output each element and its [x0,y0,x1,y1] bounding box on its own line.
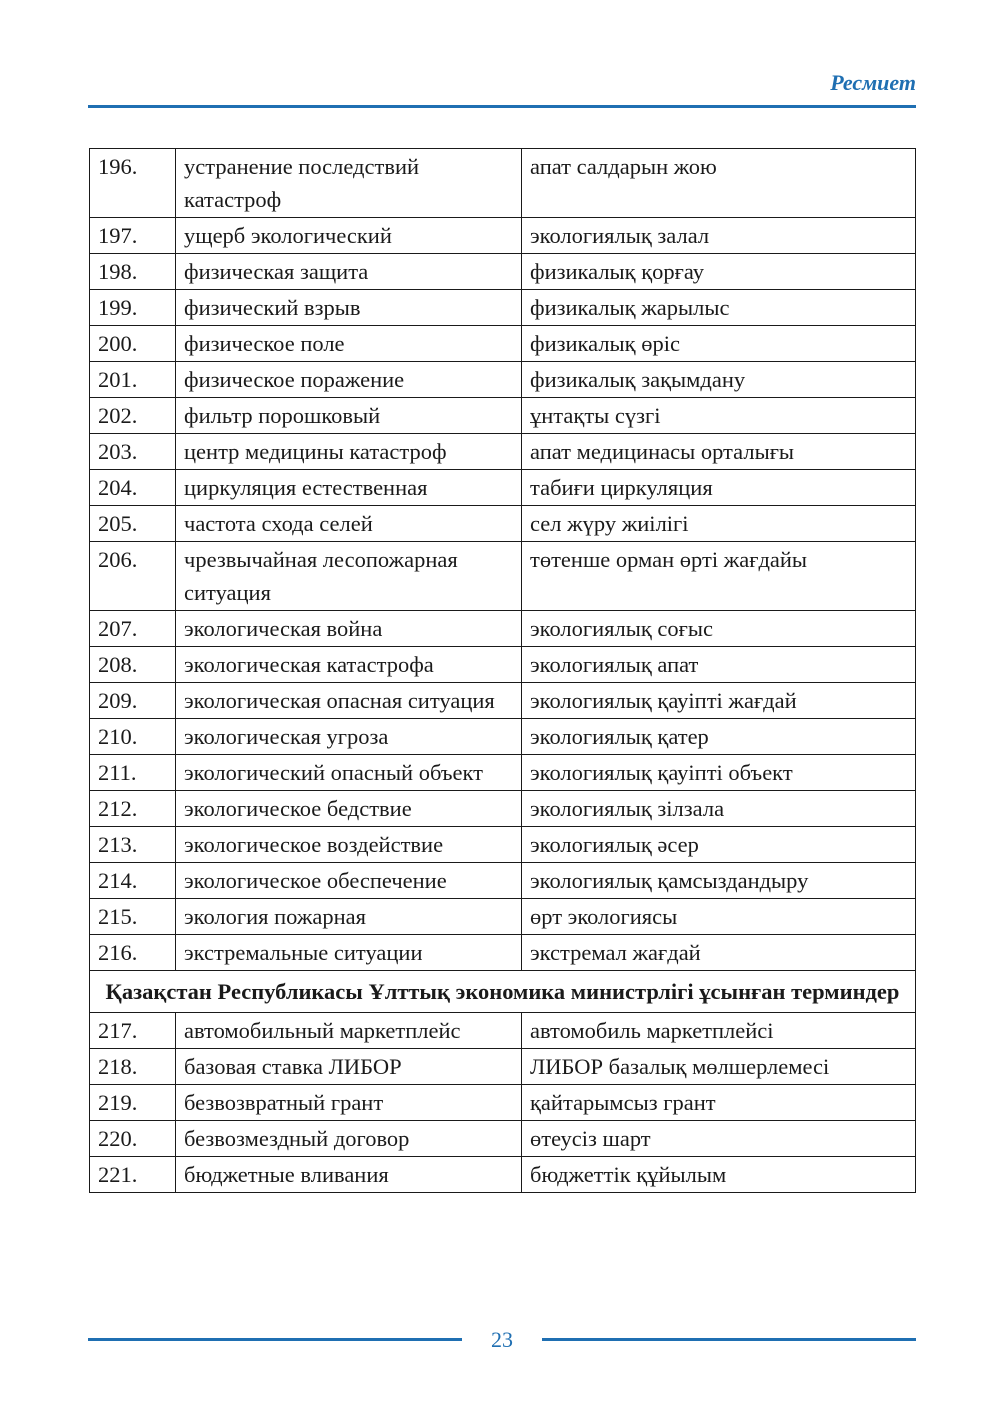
table-row [90,470,916,506]
term-kazakh: экологиялық соғыс [522,611,916,647]
footer-rule-right [542,1338,916,1341]
term-number: 198. [90,254,176,290]
term-number: 221. [90,1157,176,1193]
term-number: 214. [90,863,176,899]
terms-table [89,148,916,1193]
term-russian: физическое поле [176,326,522,362]
term-number: 205. [90,506,176,542]
term-number: 203. [90,434,176,470]
term-number: 210. [90,719,176,755]
term-kazakh: экологиялық залал [522,218,916,254]
table-row [90,647,916,683]
term-kazakh: апат салдарын жою [522,149,916,218]
term-russian: бюджетные вливания [176,1157,522,1193]
table-row [90,827,916,863]
table-row [90,719,916,755]
term-kazakh: физикалық қорғау [522,254,916,290]
table-row [90,254,916,290]
header-rule [88,105,916,108]
term-russian: автомобильный маркетплейс [176,1013,522,1049]
term-russian: физическая защита [176,254,522,290]
term-russian: экстремальные ситуации [176,935,522,971]
table-row [90,935,916,971]
term-number: 220. [90,1121,176,1157]
table-row [90,755,916,791]
table-row [90,899,916,935]
table-row [90,863,916,899]
term-number: 207. [90,611,176,647]
term-kazakh: бюджеттік құйылым [522,1157,916,1193]
term-number: 218. [90,1049,176,1085]
term-russian: базовая ставка ЛИБОР [176,1049,522,1085]
term-number: 209. [90,683,176,719]
term-kazakh: экстремал жағдай [522,935,916,971]
term-russian: циркуляция естественная [176,470,522,506]
term-russian: чрезвычайная лесопожарная ситуация [176,542,522,611]
table-row [90,1049,916,1085]
term-kazakh: физикалық өріс [522,326,916,362]
term-russian: физическое поражение [176,362,522,398]
term-kazakh: физикалық зақымдану [522,362,916,398]
term-kazakh: экологиялық әсер [522,827,916,863]
term-russian: экология пожарная [176,899,522,935]
term-number: 206. [90,542,176,611]
term-russian: безвозвратный грант [176,1085,522,1121]
table-row [90,683,916,719]
table-row [90,362,916,398]
term-kazakh: өрт экологиясы [522,899,916,935]
term-number: 211. [90,755,176,791]
term-number: 199. [90,290,176,326]
table-row [90,1013,916,1049]
term-kazakh: қайтарымсыз грант [522,1085,916,1121]
table-row [90,434,916,470]
term-kazakh: өтеусіз шарт [522,1121,916,1157]
term-number: 212. [90,791,176,827]
term-number: 219. [90,1085,176,1121]
term-number: 217. [90,1013,176,1049]
term-kazakh: ұнтақты сүзгі [522,398,916,434]
term-number: 200. [90,326,176,362]
term-kazakh: экологиялық зілзала [522,791,916,827]
term-number: 202. [90,398,176,434]
section-heading: Қазақстан Республикасы Ұлттық экономика министрлігі ұсынған терминдер [90,971,916,1013]
term-kazakh: автомобиль маркетплейсі [522,1013,916,1049]
table-row [90,506,916,542]
term-russian: экологическая опасная ситуация [176,683,522,719]
term-russian: физический взрыв [176,290,522,326]
term-russian: экологическое бедствие [176,791,522,827]
term-kazakh: физикалық жарылыс [522,290,916,326]
term-russian: экологическая катастрофа [176,647,522,683]
term-russian: экологический опасный объект [176,755,522,791]
table-row [90,1121,916,1157]
term-russian: центр медицины катастроф [176,434,522,470]
table-row [90,791,916,827]
term-number: 216. [90,935,176,971]
terms-table-body-a [90,149,916,971]
term-kazakh: экологиялық апат [522,647,916,683]
term-kazakh: апат медицинасы орталығы [522,434,916,470]
table-row [90,1157,916,1193]
term-kazakh: экологиялық қауіпті жағдай [522,683,916,719]
table-row [90,326,916,362]
table-row [90,398,916,434]
table-row [90,149,916,218]
term-russian: экологическое обеспечение [176,863,522,899]
term-kazakh: экологиялық қамсыздандыру [522,863,916,899]
term-russian: экологическое воздействие [176,827,522,863]
term-russian: устранение последствий катастроф [176,149,522,218]
term-kazakh: сел жүру жиілігі [522,506,916,542]
term-kazakh: төтенше орман өрті жағдайы [522,542,916,611]
term-number: 204. [90,470,176,506]
term-russian: частота схода селей [176,506,522,542]
section-body [90,971,916,1013]
term-russian: безвозмездный договор [176,1121,522,1157]
running-header: Ресмиет [830,70,916,95]
table-row [90,542,916,611]
terms-table-body-b [90,1013,916,1193]
term-russian: экологическая угроза [176,719,522,755]
term-russian: фильтр порошковый [176,398,522,434]
term-number: 213. [90,827,176,863]
table-row [90,218,916,254]
term-number: 201. [90,362,176,398]
section-heading-row [90,971,916,1013]
term-number: 197. [90,218,176,254]
term-kazakh: табиғи циркуляция [522,470,916,506]
term-number: 215. [90,899,176,935]
table-row [90,611,916,647]
term-russian: экологическая война [176,611,522,647]
term-russian: ущерб экологический [176,218,522,254]
term-number: 208. [90,647,176,683]
term-kazakh: экологиялық қатер [522,719,916,755]
term-kazakh: экологиялық қауіпті объект [522,755,916,791]
footer-rule-left [88,1338,462,1341]
table-row [90,290,916,326]
term-kazakh: ЛИБОР базалық мөлшерлемесі [522,1049,916,1085]
page-number: 23 [491,1327,513,1352]
table-row [90,1085,916,1121]
term-number: 196. [90,149,176,218]
